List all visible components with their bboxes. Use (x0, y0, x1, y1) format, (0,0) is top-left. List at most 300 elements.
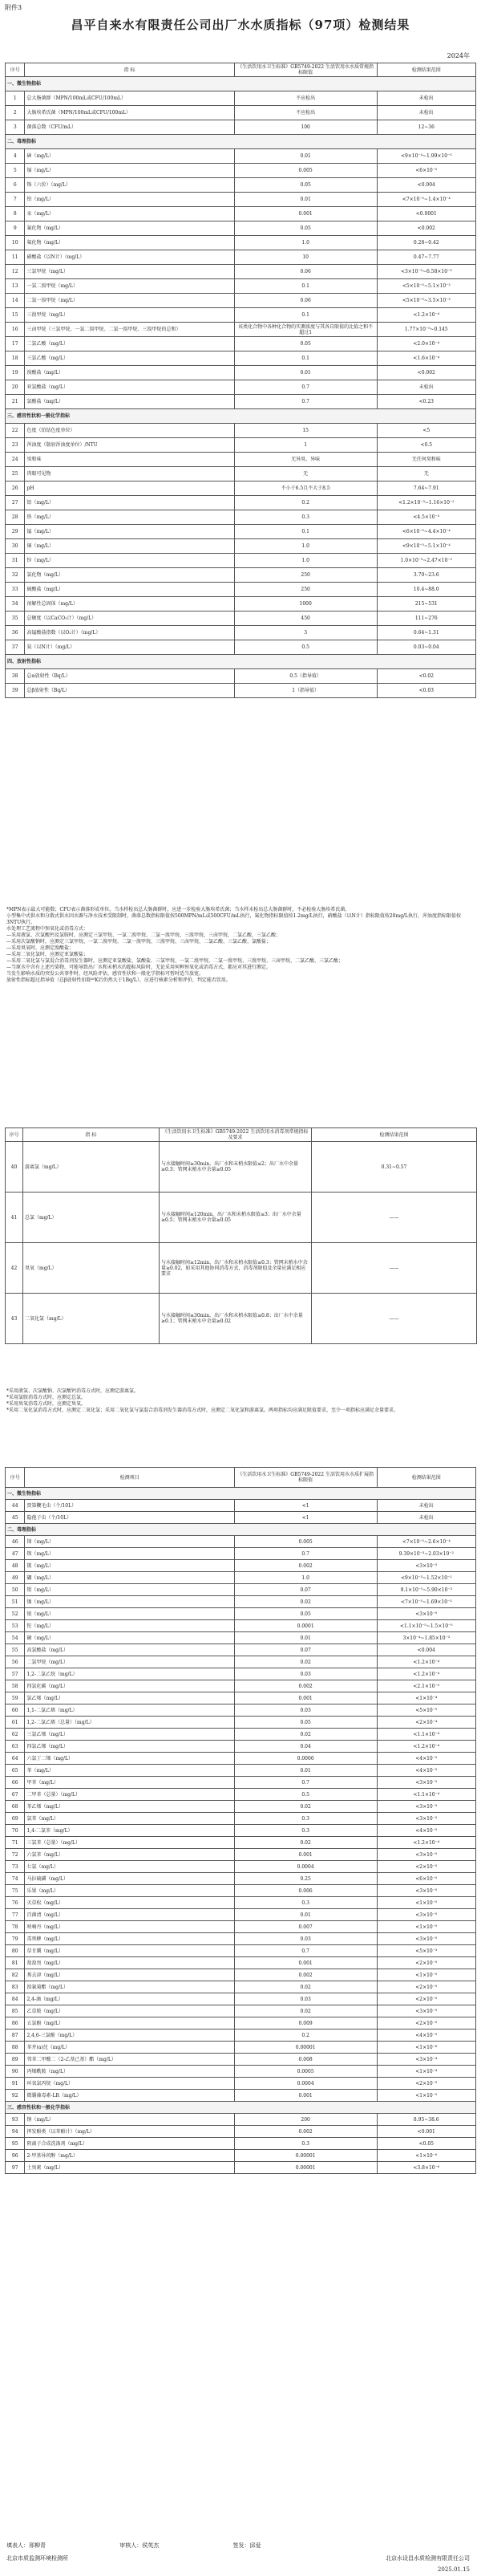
row-no: 95 (6, 2138, 25, 2150)
row-limit: 0.0005 (234, 2066, 377, 2078)
row-result: <2.0×10⁻⁴ (377, 337, 475, 351)
row-limit: 0.02 (234, 1801, 377, 1813)
row-item: 1,4-二氯苯（mg/L） (25, 1825, 234, 1837)
row-item: 丙烯酰胺（mg/L） (25, 2066, 234, 2078)
row-result: <3×10⁻⁵ (377, 1885, 475, 1897)
header-result: 检测结果范围 (377, 1468, 475, 1488)
row-item: 氟化物（mg/L） (25, 236, 234, 250)
table-row (6, 640, 476, 655)
row-limit: 0.03 (234, 1704, 377, 1717)
header-no: 序号 (6, 1128, 23, 1142)
table-row (6, 1861, 476, 1873)
row-item: 隐孢子虫（个/10L） (25, 1512, 234, 1524)
row-result: <1×10⁻⁵ (377, 1897, 475, 1909)
row-limit: 0.01 (234, 1765, 377, 1777)
row-limit: 与水接触时间≥30min，出厂水和末梢水限值≤0.8；出厂水中余量≥0.1；管网末梢水中余量≥0.02 (160, 1294, 312, 1344)
row-limit: 0.25 (234, 1873, 377, 1885)
row-item: 二氧化氯（mg/L） (23, 1294, 160, 1344)
row-limit: 0.01 (234, 149, 377, 164)
row-no: 93 (6, 2114, 25, 2126)
row-no: 76 (6, 1897, 25, 1909)
row-item: 土臭素（mg/L） (25, 2162, 234, 2174)
row-no: 70 (6, 1825, 25, 1837)
row-result: <3×10⁻⁵ (377, 1801, 475, 1813)
row-no: 59 (6, 1692, 25, 1704)
row-no: 89 (6, 2054, 25, 2066)
note-line: —采用二氧化氯时，应测定亚氯酸盐； (6, 952, 89, 957)
table-row (6, 236, 476, 250)
row-no: 8 (6, 207, 25, 221)
row-item: 钼（mg/L） (25, 1584, 234, 1596)
row-result: <6×10⁻⁵ (377, 1873, 475, 1885)
row-result: 无 (377, 467, 475, 481)
row-limit: 不小于6.5且不大于8.5 (234, 481, 377, 496)
row-no: 82 (6, 1969, 25, 1981)
header-result: 检测结果范围 (312, 1128, 477, 1142)
row-no: 80 (6, 1945, 25, 1957)
table-row (6, 294, 476, 308)
approver: 签发：邱爱 (232, 2542, 261, 2549)
row-limit: 3 (234, 626, 377, 640)
row-no: 28 (6, 510, 25, 525)
row-item: 亚氯酸盐（mg/L） (25, 380, 234, 395)
row-result: 未检出 (377, 1500, 475, 1512)
table-header (6, 1468, 476, 1488)
header-limit: 《生活饮用水卫生标准》GB5749-2022 生活饮用水消毒剂常规指标及要求 (160, 1128, 312, 1142)
row-no: 71 (6, 1837, 25, 1849)
header-item: 指 标 (25, 63, 234, 77)
report-date: 2025.01.15 (437, 2566, 470, 2573)
row-limit: 0.006 (234, 1885, 377, 1897)
row-item: 高氯酸盐（mg/L） (25, 1644, 234, 1656)
row-result: <2×10⁻⁵ (377, 2017, 475, 2030)
table-row (6, 1512, 476, 1524)
table-row (6, 453, 476, 467)
row-limit: 0.002 (234, 2126, 377, 2138)
row-limit: 0.05 (234, 1717, 377, 1729)
row-result: <1×10⁻⁶ (377, 2150, 475, 2162)
row-item: 六氯苯（mg/L） (25, 1849, 234, 1861)
row-item: 锑（mg/L） (25, 1536, 234, 1548)
row-result: 0.28~0.42 (377, 236, 475, 250)
row-item: 敌敌畏（mg/L） (25, 1957, 234, 1969)
row-item: 乙草胺（mg/L） (25, 2005, 234, 2017)
table-row (6, 438, 476, 453)
row-item: 汞（mg/L） (25, 207, 234, 221)
row-item: 氯苯（mg/L） (25, 1813, 234, 1825)
row-result: <3×10⁻⁵~6.58×10⁻³ (377, 265, 475, 279)
table-row (6, 1243, 477, 1294)
table-row (6, 1981, 476, 1993)
row-item: 苯（mg/L） (25, 1765, 234, 1777)
row-no: 17 (6, 337, 25, 351)
table-row (6, 1717, 476, 1729)
row-result: <3×10⁻⁴ (377, 2054, 475, 2066)
note-line: 水处理工艺流程中预氧化或消毒方式： (6, 926, 89, 932)
row-result: <9×10⁻⁴~1.99×10⁻³ (377, 149, 475, 164)
row-no: 24 (6, 453, 25, 467)
row-no: 66 (6, 1777, 25, 1789)
table-row (6, 308, 476, 323)
row-no: 26 (6, 481, 25, 496)
row-item: 乐果（mg/L） (25, 1885, 234, 1897)
row-result: 8.95~38.6 (377, 2114, 475, 2126)
row-no: 65 (6, 1765, 25, 1777)
row-result: <3×10⁻⁵ (377, 1909, 475, 1921)
table-row (6, 193, 476, 207)
row-limit: 0.00001 (234, 2150, 377, 2162)
section-row (6, 2102, 476, 2114)
row-item: 马拉硫磷（mg/L） (25, 1873, 234, 1885)
row-no: 41 (6, 1193, 23, 1243)
row-result: <0.004 (377, 178, 475, 193)
row-result: 未检出 (377, 91, 475, 106)
row-item: pH (25, 481, 234, 496)
row-no: 79 (6, 1933, 25, 1945)
row-result: <3×10⁻⁵ (377, 1777, 475, 1789)
row-no: 12 (6, 265, 25, 279)
section-title: 三、感官性状和一般化学指标 (6, 2102, 476, 2114)
row-limit: 0.0004 (234, 1861, 377, 1873)
table-row (6, 1753, 476, 1765)
row-limit: 0.7 (234, 1548, 377, 1560)
row-result: <9×10⁻³~1.52×10⁻² (377, 1572, 475, 1584)
row-no: 25 (6, 467, 25, 481)
table-row (6, 2150, 476, 2162)
table-row (6, 1945, 476, 1957)
row-limit: 1（指导值） (234, 684, 377, 698)
table-row (6, 1957, 476, 1969)
row-limit: 0.7 (234, 1777, 377, 1789)
table-row (6, 2114, 476, 2126)
row-no: 20 (6, 380, 25, 395)
row-result: <0.001 (377, 2126, 475, 2138)
row-item: 二氯一溴甲烷（mg/L） (25, 294, 234, 308)
row-limit: 0.7 (234, 380, 377, 395)
row-result: <0.004 (377, 1644, 475, 1656)
table-row (6, 583, 476, 597)
row-no: 60 (6, 1704, 25, 1717)
table-row (6, 1668, 476, 1680)
section-row (6, 655, 476, 669)
row-result: <6×10⁻⁵ (377, 164, 475, 178)
note-line: —采用臭氧时，应测定溴酸盐； (6, 945, 75, 951)
table-row (6, 2054, 476, 2066)
row-no: 9 (6, 221, 25, 236)
row-no: 18 (6, 351, 25, 366)
row-item: 六氯丁二烯（mg/L） (25, 1753, 234, 1765)
row-limit: 0.02 (234, 1596, 377, 1608)
row-limit: 1.0 (234, 539, 377, 554)
row-no: 94 (6, 2126, 25, 2138)
row-limit: 10 (234, 250, 377, 265)
row-limit: 0.06 (234, 265, 377, 279)
row-result: <4×10⁻⁵ (377, 2030, 475, 2042)
row-result: <1×10⁻⁴ (377, 2066, 475, 2078)
table-row (6, 2078, 476, 2090)
document-title: 昌平自来水有限责任公司出厂水水质指标（97项）检测结果 (71, 18, 410, 32)
row-no: 27 (6, 496, 25, 510)
row-limit: 0.03 (234, 1933, 377, 1945)
row-no: 90 (6, 2066, 25, 2078)
row-limit: 0.2 (234, 496, 377, 510)
row-item: 苯乙烯（mg/L） (25, 1801, 234, 1813)
row-result: <3×10⁻⁵ (377, 1933, 475, 1945)
header-result: 检测结果范围 (377, 63, 475, 77)
report-year: 2024年 (447, 52, 470, 59)
row-no: 53 (6, 1620, 25, 1632)
table-row (6, 597, 476, 611)
row-limit: 0.1 (234, 279, 377, 294)
row-item: 三氯甲烷（mg/L） (25, 265, 234, 279)
table-row (6, 1193, 477, 1243)
table-row (6, 1680, 476, 1692)
row-limit: 0.05 (234, 1608, 377, 1620)
row-item: 1,2-二氯乙烷（mg/L） (25, 1668, 234, 1680)
row-result: 3×10⁻⁴~1.85×10⁻³ (377, 1632, 475, 1644)
row-no: 36 (6, 626, 25, 640)
note-line: *采用氯胺消毒方式时，应测定总氯。 (6, 1395, 87, 1400)
row-no: 88 (6, 2042, 25, 2054)
row-limit: 0.009 (234, 2017, 377, 2030)
table-row (6, 323, 476, 337)
row-item: 硝酸盐（以N计）（mg/L） (25, 250, 234, 265)
row-item: 七氯（mg/L） (25, 1861, 234, 1873)
row-item: 氯酸盐（mg/L） (25, 395, 234, 409)
row-result: <1.2×10⁻⁴ (377, 308, 475, 323)
row-result: <1.1×10⁻⁴ (377, 1729, 475, 1741)
row-result: 9.1×10⁻⁵~5.90×10⁻³ (377, 1584, 475, 1596)
table-row (6, 120, 476, 135)
row-no: 14 (6, 294, 25, 308)
section-row (6, 77, 476, 91)
table-row (6, 1789, 476, 1801)
section-title: 二、毒理指标 (6, 1524, 476, 1536)
table-row (6, 2090, 476, 2102)
row-limit: 0.04 (234, 1741, 377, 1753)
row-no: 30 (6, 539, 25, 554)
row-limit: 0.5（指导值） (234, 669, 377, 684)
row-result: 12~36 (377, 120, 475, 135)
section-row (6, 1488, 476, 1500)
row-result: <3×10⁻⁵ (377, 1560, 475, 1572)
row-result: 0.64~1.31 (377, 626, 475, 640)
row-item: 苯并(a)芘（mg/L） (25, 2042, 234, 2054)
row-result: 未检出 (377, 380, 475, 395)
row-item: 锌（mg/L） (25, 554, 234, 568)
table-row (6, 510, 476, 525)
row-no: 92 (6, 2090, 25, 2102)
row-result: <3×10⁻⁵ (377, 2005, 475, 2017)
row-result: <0.02 (377, 669, 475, 684)
table-row (6, 684, 476, 698)
row-item: 游离氯（mg/L） (23, 1142, 160, 1193)
row-result: <5×10⁻⁵ (377, 1704, 475, 1717)
row-result: —— (312, 1294, 477, 1344)
row-no: 45 (6, 1512, 25, 1524)
row-result: 10.4~88.0 (377, 583, 475, 597)
row-limit: 0.03 (234, 1993, 377, 2005)
appendix-label: 附件3 (5, 4, 22, 11)
row-limit: 0.07 (234, 1584, 377, 1596)
table-row (6, 395, 476, 409)
row-no: 61 (6, 1717, 25, 1729)
row-limit: 100 (234, 120, 377, 135)
row-result: <5×10⁻⁵~5.1×10⁻³ (377, 279, 475, 294)
row-limit: 0.00001 (234, 2162, 377, 2174)
org-left: 北京市质监测环境检测所 (6, 2555, 68, 2562)
row-no: 4 (6, 149, 25, 164)
row-result: 1.77×10⁻⁵~0.145 (377, 323, 475, 337)
row-item: 草甘膦（mg/L） (25, 1945, 234, 1957)
row-item: 溴酸盐（mg/L） (25, 366, 234, 380)
table-row (6, 2162, 476, 2174)
row-item: 硫酸盐（mg/L） (25, 583, 234, 597)
row-item: 一氯二溴甲烷（mg/L） (25, 279, 234, 294)
row-no: 13 (6, 279, 25, 294)
row-no: 23 (6, 438, 25, 453)
row-limit: 0.2 (234, 2030, 377, 2042)
row-limit: 0.03 (234, 1668, 377, 1680)
row-no: 78 (6, 1921, 25, 1933)
row-no: 31 (6, 554, 25, 568)
row-item: 钠（mg/L） (25, 2114, 234, 2126)
signature-line (6, 2542, 475, 2550)
row-no: 2 (6, 106, 25, 120)
row-result: <7×10⁻⁵~1.4×10⁻⁴ (377, 193, 475, 207)
row-item: 总硬度（以CaCO₃计）（mg/L） (25, 611, 234, 626)
row-result: <2×10⁻⁵ (377, 1861, 475, 1873)
row-item: 贾第鞭毛虫（个/10L） (25, 1500, 234, 1512)
row-item: 二甲苯（总量）（mg/L） (25, 1789, 234, 1801)
row-item: 菌落总数（CFU/mL） (25, 120, 234, 135)
row-result: <3×10⁻⁵ (377, 1849, 475, 1861)
table-row (6, 626, 476, 640)
row-limit: 0.001 (234, 1849, 377, 1861)
table-row (6, 1632, 476, 1644)
note-line: —采用二氧化氯与氯混合消毒剂发生器时，应测定亚氯酸盐、氯酸盐、三氯甲烷、一氯二溴甲烷、二氯一溴甲烷、三溴甲烷、三卤甲烷、二氯乙酸、三氯乙酸； (6, 958, 344, 964)
row-no: 6 (6, 178, 25, 193)
table-row (6, 1620, 476, 1632)
row-result: <1×10⁻⁵ (377, 1921, 475, 1933)
row-limit: 0.01 (234, 193, 377, 207)
header-no: 序号 (6, 1468, 25, 1488)
table-row (6, 554, 476, 568)
table-row (6, 1596, 476, 1608)
row-no: 10 (6, 236, 25, 250)
table-row (6, 1729, 476, 1741)
row-no: 55 (6, 1644, 25, 1656)
row-no: 46 (6, 1536, 25, 1548)
row-limit: 0.0001 (234, 1620, 377, 1632)
table-row (6, 221, 476, 236)
row-result: <3×10⁻⁵ (377, 1813, 475, 1825)
table-row (6, 351, 476, 366)
row-item: 钡（mg/L） (25, 1548, 234, 1560)
table-row (6, 424, 476, 438)
row-item: 2-甲基异莰醇（mg/L） (25, 2150, 234, 2162)
table-row (6, 669, 476, 684)
row-result: 215~531 (377, 597, 475, 611)
row-no: 51 (6, 1596, 25, 1608)
row-result: —— (312, 1243, 477, 1294)
row-no: 73 (6, 1861, 25, 1873)
row-result: <2×10⁻⁵ (377, 1993, 475, 2005)
row-no: 1 (6, 91, 25, 106)
row-limit: 1000 (234, 597, 377, 611)
note-line: *采用液氯、次氯酸钠、次氯酸钙消毒方式时，应测定游离氯。 (6, 1388, 139, 1394)
row-no: 7 (6, 193, 25, 207)
table-row (6, 337, 476, 351)
row-result: <5 (377, 424, 475, 438)
row-result: 7.64~7.91 (377, 481, 475, 496)
row-item: 溶解性总固体（mg/L） (25, 597, 234, 611)
row-result: <0.23 (377, 395, 475, 409)
row-no: 3 (6, 120, 25, 135)
row-limit: 1.0 (234, 554, 377, 568)
disinfectant-table (5, 1128, 477, 1344)
row-limit: 0.01 (234, 1909, 377, 1921)
table-row (6, 2138, 476, 2150)
table-row (6, 149, 476, 164)
row-no: 58 (6, 1680, 25, 1692)
row-no: 50 (6, 1584, 25, 1596)
row-item: 色度（铂钴色度单位） (25, 424, 234, 438)
note-line: 放射性指标超过指导值（总β放射性扣除⁴⁰K后仍然大于1Bq/L），应进行核素分析和评价，判定能否饮用。 (6, 977, 231, 983)
table-row (6, 1572, 476, 1584)
row-limit: 0.008 (234, 2054, 377, 2066)
row-result: <0.5 (377, 438, 475, 453)
row-item: 阴离子合成洗涤剂（mg/L） (25, 2138, 234, 2150)
row-item: 灭草松（mg/L） (25, 1897, 234, 1909)
row-limit: 0.00001 (234, 2042, 377, 2054)
row-result: <4×10⁻⁵ (377, 1825, 475, 1837)
row-no: 42 (6, 1243, 23, 1294)
table-row (6, 525, 476, 539)
row-item: 硼（mg/L） (25, 1572, 234, 1584)
row-result: <0.002 (377, 366, 475, 380)
row-no: 56 (6, 1656, 25, 1668)
row-no: 21 (6, 395, 25, 409)
table-header (6, 1128, 477, 1142)
table-row (6, 1500, 476, 1512)
row-item: 臭和味 (25, 453, 234, 467)
row-limit: 不应检出 (234, 106, 377, 120)
row-item: 氯化物（mg/L） (25, 568, 234, 583)
row-result: <1.6×10⁻⁴ (377, 351, 475, 366)
row-result: <4×10⁻⁵ (377, 1753, 475, 1765)
row-item: 三氯乙烯（mg/L） (25, 1729, 234, 1741)
note-line: *采用二氧化氯消毒方式时，应测定二氧化氯；采用二氧化氯与氯混合消毒剂发生器消毒方式时，应测定二氧化氯和游离氯。两项指标均应满足限值要求，至少一项指标应满足余量要求。 (6, 1408, 399, 1413)
table-row (6, 1644, 476, 1656)
table-row (6, 1704, 476, 1717)
row-no: 16 (6, 323, 25, 337)
header-item: 指 标 (23, 1128, 160, 1142)
row-result: <1.2×10⁻⁴ (377, 1668, 475, 1680)
row-limit: 与水接触时间≥30min，出厂水和末梢水限值≤2；出厂水中余量≥0.3；管网末梢水中余量≥0.05 (160, 1142, 312, 1193)
section-title: 四、放射性指标 (6, 655, 476, 669)
row-limit: 0.7 (234, 1945, 377, 1957)
row-limit: 0.3 (234, 1825, 377, 1837)
table-row (6, 2126, 476, 2138)
note-line: —当原水中含有上述污染物，可能导致出厂水和末梢水的超标风险时，无论采用何种预氧化或消毒方式，都应对其进行测定。 (6, 965, 272, 970)
row-limit: 0.002 (234, 1560, 377, 1572)
row-result: <1.2×10⁻⁴ (377, 1741, 475, 1753)
row-no: 91 (6, 2078, 25, 2090)
row-item: 浑浊度（散射浑浊度单位）/NTU (25, 438, 234, 453)
row-item: 镍（mg/L） (25, 1596, 234, 1608)
row-result: <1.2×10⁻³~1.16×10⁻² (377, 496, 475, 510)
